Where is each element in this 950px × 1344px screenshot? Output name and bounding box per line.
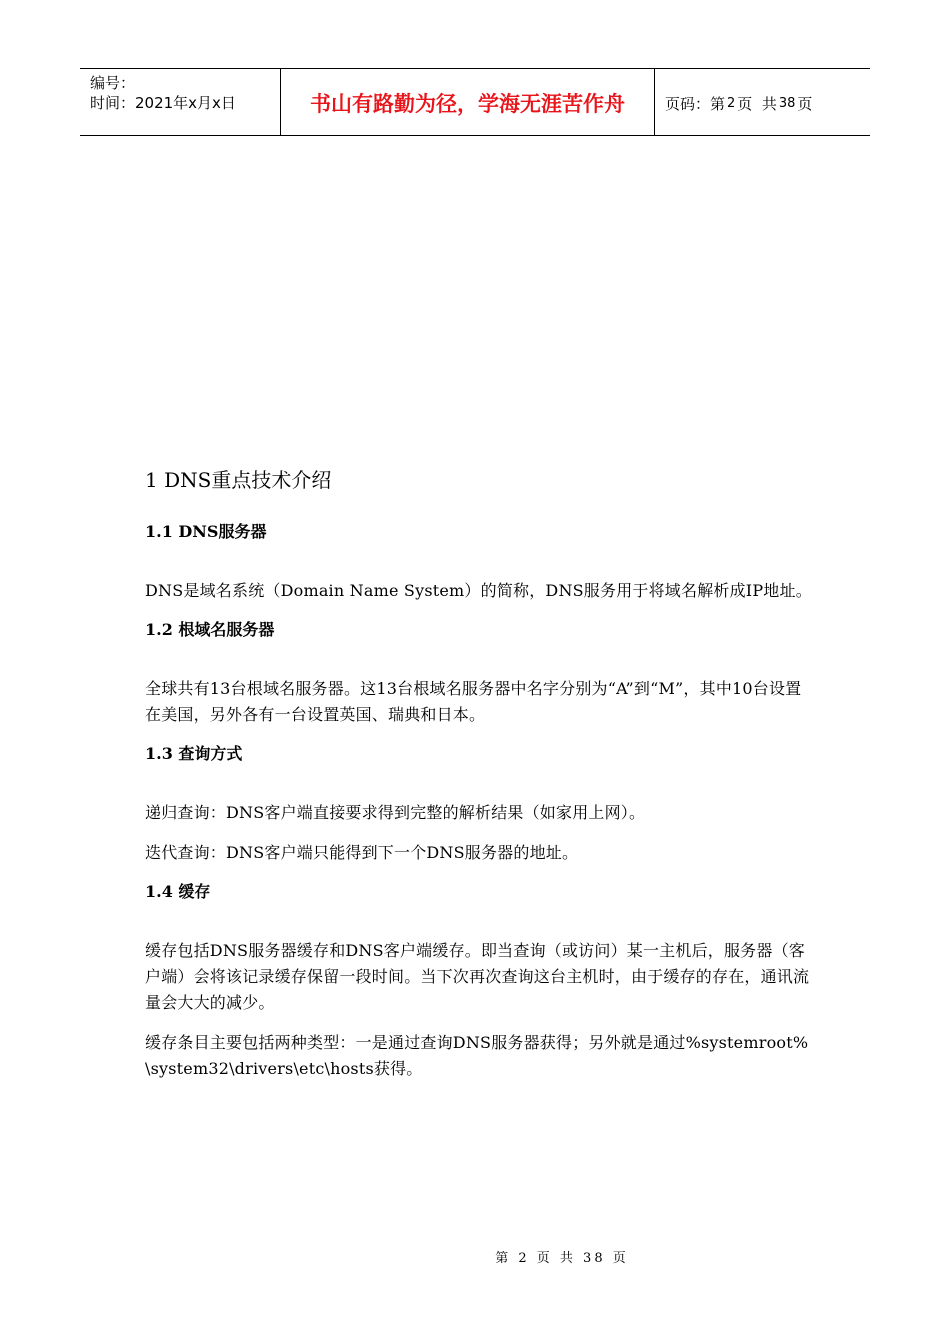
header-page-mid: 页 共 [737, 94, 777, 113]
header-motto: 书山有路勤为径，学海无涯苦作舟 [281, 69, 655, 135]
paragraph-cache-types: 缓存条目主要包括两种类型：一是通过查询DNS服务器获得；另外就是通过%systemroot%\system32\drivers\etc\hosts获得。 [145, 1033, 809, 1078]
section-heading-1-4: 1.4 缓存 [145, 882, 211, 901]
header-time-label: 时间：2021年x月x日 [90, 94, 236, 112]
paragraph-root-servers: 全球共有13台根域名服务器。这13台根域名服务器中名字分别为“A”到“M”，其中10台设置在美国，另外各有一台设置英国、瑞典和日本。 [145, 679, 802, 724]
header-page-current: 2 [727, 95, 736, 111]
page-footer: 第 2 页 共 38 页 [495, 1251, 629, 1266]
section-heading-1-1: 1.1 DNS服务器 [145, 522, 267, 541]
document-body [145, 462, 815, 1092]
paragraph-iterative-query: 迭代查询：DNS客户端只能得到下一个DNS服务器的地址。 [145, 843, 579, 862]
section-heading-1-3: 1.3 查询方式 [145, 744, 243, 763]
paragraph-recursive-query: 递归查询：DNS客户端直接要求得到完整的解析结果（如家用上网）。 [145, 803, 646, 822]
header-number-label: 编号： [90, 74, 136, 92]
header-page-label: 页码：第 [665, 94, 726, 113]
header-meta [80, 69, 281, 135]
header-page-total: 38 [778, 95, 796, 111]
section-heading-1-2: 1.2 根域名服务器 [145, 620, 275, 639]
header-page-info [655, 69, 870, 135]
paragraph-dns-server: DNS是域名系统（Domain Name System）的简称，DNS服务用于将域名解析成IP地址。 [145, 581, 812, 600]
chapter-title: 1 DNS重点技术介绍 [145, 468, 332, 492]
page-header [80, 68, 870, 136]
paragraph-cache-intro: 缓存包括DNS服务器缓存和DNS客户端缓存。即当查询（或访问）某一主机后，服务器（客户端）会将该记录缓存保留一段时间。当下次再次查询这台主机时，由于缓存的存在，通讯流量会大大的减少。 [145, 941, 810, 1012]
header-page-suffix: 页 [797, 94, 813, 113]
